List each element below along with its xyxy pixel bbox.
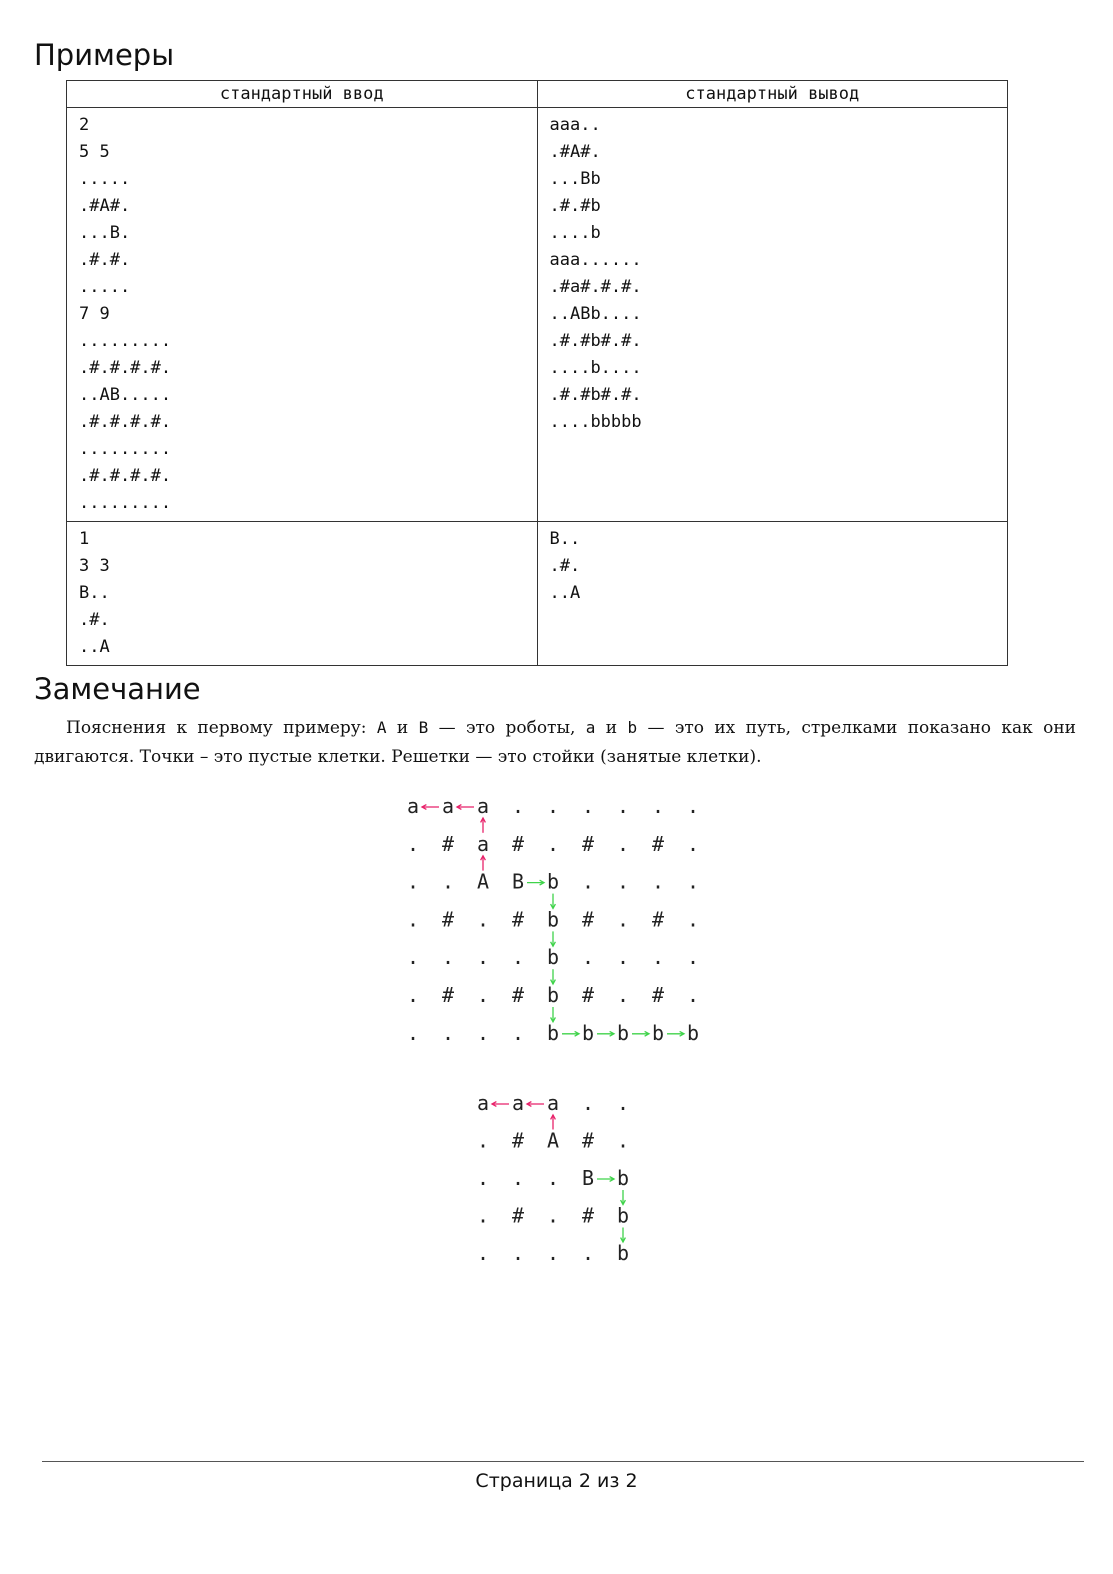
note-text-and-2: и: [595, 718, 628, 738]
grid-cell: a: [476, 831, 490, 856]
grid-cell: a: [476, 1091, 490, 1115]
grid-cell: #: [581, 1128, 595, 1153]
grid-cell: .: [546, 1203, 560, 1228]
grid-cell: #: [441, 983, 455, 1007]
grid-cell: b: [546, 945, 560, 970]
code-robot-a: A: [376, 718, 387, 737]
footer-divider: [42, 1461, 1084, 1462]
grid-cell: .: [476, 1203, 490, 1228]
path-arrow: [492, 1102, 509, 1107]
grid-cell: .: [616, 907, 630, 932]
grid-cell: .: [616, 1091, 630, 1115]
grid-cell: .: [616, 794, 630, 818]
grid-cell: #: [581, 907, 595, 932]
grid-cell: .: [476, 1241, 490, 1265]
code-path-a: a: [585, 718, 596, 737]
code-path-b: b: [627, 718, 638, 737]
grid-cell: b: [616, 1166, 630, 1190]
grid-cell: #: [441, 831, 455, 856]
grid-cell: b: [546, 907, 560, 932]
grid-cell: b: [546, 869, 560, 894]
output-column-header: стандартный вывод: [537, 81, 1008, 108]
grid-cell: #: [651, 983, 665, 1007]
grid-cell: .: [616, 869, 630, 894]
grid-cell: #: [651, 907, 665, 932]
grid-cell: .: [686, 945, 700, 970]
grid-cell: a: [511, 1091, 525, 1115]
note-text-and-1: и: [386, 718, 419, 738]
grid-cell: b: [616, 1020, 630, 1045]
path-arrow: [527, 1102, 544, 1107]
grid-cell: .: [441, 945, 455, 970]
grid-cell: B: [511, 869, 525, 894]
grid-cell: .: [686, 831, 700, 856]
grid-cell: A: [476, 869, 490, 894]
grid-cell: .: [476, 945, 490, 970]
examples-heading: Примеры: [34, 38, 175, 72]
page-footer: Страница 2 из 2: [475, 1470, 638, 1492]
path-arrow: [621, 1190, 626, 1205]
grid-cell: #: [511, 831, 525, 856]
note-text-3: — это их путь, стрелками показано как они двигаются. Точки – это пустые клетки. Решетки — это стойки (занятые клетки).: [34, 718, 1077, 767]
sample-input-2: 1 3 3 B.. .#. ..A: [67, 522, 538, 666]
grid-cell: b: [651, 1020, 665, 1045]
path-arrow: [621, 1228, 626, 1243]
grid-cell: .: [511, 1166, 525, 1190]
grid-cell: .: [581, 794, 595, 818]
grid-cell: .: [546, 1241, 560, 1265]
path-arrow: [597, 1177, 614, 1182]
grid-cell: #: [511, 1128, 525, 1153]
grid-cell: .: [511, 794, 525, 818]
input-column-header: стандартный ввод: [67, 81, 538, 108]
grid-cell: .: [686, 907, 700, 932]
grid-cell: b: [546, 983, 560, 1007]
grid-cell: .: [476, 1166, 490, 1190]
grid-cell: b: [581, 1020, 595, 1045]
grid-cell: .: [476, 983, 490, 1007]
grid-cell: .: [406, 831, 420, 856]
sample-output-2: B.. .#. ..A: [537, 522, 1008, 666]
grid-cell: .: [546, 1166, 560, 1190]
note-text-1: Пояснения к первому примеру:: [66, 718, 377, 738]
grid-cell: .: [476, 1020, 490, 1045]
grid-cell: a: [546, 1091, 560, 1115]
grid-cell: .: [546, 794, 560, 818]
grid-cell: b: [616, 1241, 630, 1265]
grid-cell: a: [406, 794, 420, 818]
grid-cell: .: [581, 869, 595, 894]
grid-cell: .: [406, 945, 420, 970]
grid-cell: .: [616, 831, 630, 856]
grid-cell: b: [686, 1020, 700, 1045]
grid-cell: .: [406, 983, 420, 1007]
grid-cell: .: [651, 869, 665, 894]
grid-cell: .: [686, 794, 700, 818]
grid-cell: .: [406, 907, 420, 932]
grid-cell: .: [686, 983, 700, 1007]
grid-cell: #: [511, 1203, 525, 1228]
grid-cell: .: [441, 1020, 455, 1045]
grid-cell: .: [651, 794, 665, 818]
grid-cell: .: [511, 1241, 525, 1265]
grid-cell: .: [616, 945, 630, 970]
grid-cell: .: [441, 869, 455, 894]
grid-cell: .: [581, 1241, 595, 1265]
sample-input-1: 2 5 5 ..... .#A#. ...B. .#.#. ..... 7 9 ......... .#.#.#.#. ..AB..... .#.#.#.#. ......... .#.#.#.#. .........: [67, 108, 538, 522]
grid-cell: .: [581, 1091, 595, 1115]
grid-cell: .: [616, 1128, 630, 1153]
grid-cell: #: [511, 983, 525, 1007]
grid-cell: .: [651, 945, 665, 970]
grid-cell: #: [581, 831, 595, 856]
grid-cell: .: [511, 945, 525, 970]
grid-cell: a: [476, 794, 490, 818]
grid-cell: B: [581, 1166, 595, 1190]
grid-cell: #: [441, 907, 455, 932]
grid-cell: #: [581, 983, 595, 1007]
path-arrow: [551, 1115, 556, 1130]
grid-cell: .: [406, 869, 420, 894]
grid-cell: .: [546, 831, 560, 856]
grid-cell: .: [616, 983, 630, 1007]
grid-cell: .: [476, 907, 490, 932]
grid-cell: .: [686, 869, 700, 894]
grid-cell: .: [511, 1020, 525, 1045]
grid-cell: .: [581, 945, 595, 970]
grid-cell: #: [651, 831, 665, 856]
grid-cell: .: [406, 1020, 420, 1045]
grid-cell: b: [616, 1203, 630, 1228]
sample-output-1: aaa.. .#A#. ...Bb .#.#b ....b aaa...... .#a#.#.#. ..ABb.... .#.#b#.#. ....b.... .#.#b#.#. ....bbbbb: [537, 108, 1008, 522]
note-heading: Замечание: [34, 672, 201, 706]
grid-cell: a: [441, 794, 455, 818]
grid-cell: .: [476, 1128, 490, 1153]
code-robot-b: B: [418, 718, 429, 737]
grid-cell: b: [546, 1020, 560, 1045]
grid-cell: #: [511, 907, 525, 932]
grid-cell: A: [546, 1128, 560, 1153]
note-text-2: — это роботы,: [428, 718, 586, 738]
grid-cell: #: [581, 1203, 595, 1228]
